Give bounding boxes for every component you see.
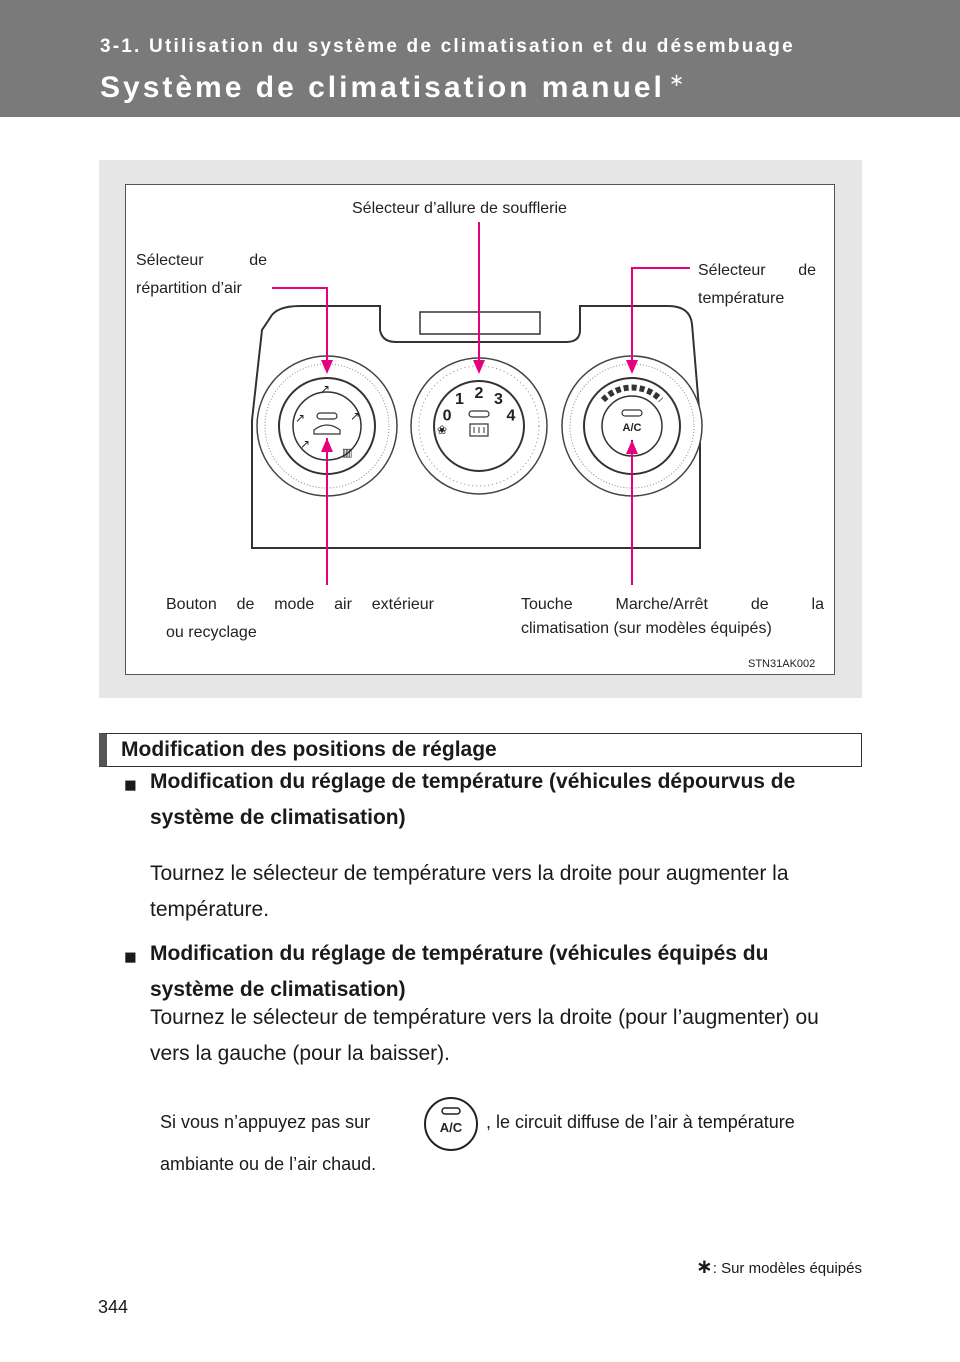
svg-text:↗: ↗: [300, 437, 311, 451]
fan-speed-3: 3: [494, 391, 503, 409]
footnote: [696, 1254, 862, 1279]
item-1-title: Modification du réglage de température (véhicules dépourvus de système de climatisation): [150, 770, 796, 829]
callout-recirculation-line1: Bouton de mode air extérieur: [166, 596, 434, 613]
section-label: 3-1. Utilisation du système de climatisation et du désembuage: [100, 36, 795, 57]
footnote-asterisk: ∗: [695, 1256, 713, 1278]
ac-button-icon-label: A/C: [439, 1120, 463, 1135]
footnote-text: : Sur modèles équipés: [712, 1260, 862, 1277]
page-title-text: Système de climatisation manuel: [100, 71, 665, 104]
callout-temperature-line1: Sélecteur de: [698, 262, 816, 279]
item-2-body: Tournez le sélecteur de température vers la droite (pour l’augmenter) ou vers la gauche (pour la baisser).: [150, 1006, 819, 1065]
callout-distribution-line2: répartition d’air: [136, 280, 242, 297]
note-line1-before: Si vous n’appuyez pas sur: [160, 1112, 371, 1132]
note-line1-after: , le circuit diffuse de l’air à température: [486, 1112, 795, 1132]
svg-text:↗: ↗: [295, 411, 306, 425]
title-asterisk: ∗: [668, 70, 687, 90]
fan-speed-2: 2: [474, 385, 484, 402]
page-number: 344: [98, 1297, 129, 1317]
callout-blower-selector: Sélecteur d’allure de soufflerie: [352, 200, 567, 217]
svg-text:↗: ↗: [320, 382, 331, 396]
item-1-body: Tournez le sélecteur de température vers la droite pour augmenter la température.: [150, 862, 789, 921]
bullet-square: ■: [124, 946, 137, 969]
svg-text:↗: ↗: [350, 409, 361, 423]
callout-recirculation-line2: ou recyclage: [166, 624, 257, 641]
note-line2: ambiante ou de l’air chaud.: [160, 1154, 377, 1174]
callout-distribution-line1: Sélecteur de: [136, 252, 267, 269]
item-2-title: Modification du réglage de température (véhicules équipés du système de climatisation): [150, 942, 769, 1001]
svg-text:▥: ▥: [342, 447, 353, 459]
svg-text:❀: ❀: [437, 423, 448, 437]
bullet-square: ■: [124, 774, 137, 797]
section-header: [99, 733, 862, 767]
blower-speed-dial: [411, 358, 547, 494]
ac-button-icon: [423, 1096, 479, 1152]
callout-ac-line1: Touche Marche/Arrêt de la: [521, 596, 824, 613]
section-title: Modification des positions de réglage: [121, 738, 497, 761]
fan-speed-1: 1: [455, 391, 464, 409]
ac-button-label: A/C: [622, 422, 642, 434]
callout-ac-line2: climatisation (sur modèles équipés): [521, 620, 772, 637]
callout-temperature-line2: température: [698, 290, 785, 307]
fan-speed-0: 0: [442, 407, 452, 425]
figure-id: STN31AK002: [748, 658, 816, 670]
fan-speed-4: 4: [506, 407, 516, 425]
